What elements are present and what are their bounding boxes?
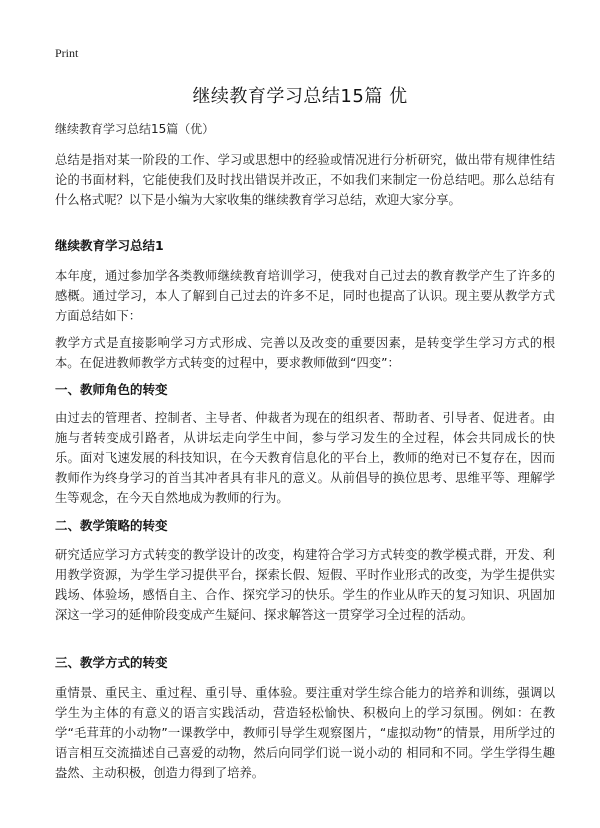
subheading-teaching-method: 三、教学方式的转变: [55, 655, 168, 670]
intro-paragraph: 总结是指对某一阶段的工作、学习或思想中的经验或情况进行分析研究，做出带有规律性结论的书面材料，它能使我们及时找出错误并改正，不如我们来制定一份总结吧。那么总结有什么格式呢？以下是小编为大家收集的继续教育学习总结，欢迎大家分享。: [55, 153, 555, 207]
paragraph-teacher-role: 由过去的管理者、控制者、主导者、仲裁者为现在的组织者、帮助者、引导者、促进者。由施与者转变成引路者，从讲坛走向学生中间，参与学习发生的全过程，体会共同成长的快乐。面对飞速发展的科技知识，在今天教育信息化的平台上，教师的绝对已不复存在，因而教师作为终身学习的首当其冲者具有非凡的意义。从前倡导的换位思考、思维平等、理解学生等观念，在今天自然地成为教师的行为。: [55, 411, 555, 505]
paragraph-teaching-method: 重情景、重民主、重过程、重引导、重体验。要注重对学生综合能力的培养和训练，强调以学生为主体的有意义的语言实践活动，营造轻松愉快、积极向上的学习氛围。例如：在教学“毛茸茸的小动物”一课教学中，教师引导学生观察图片，“虚拟动物”的情景，用所学过的语言相互交流描述自己喜爱的动物，然后向同学们说一说小动的 相同和不同。学生学得生趣盎然、主动积极，创造力得到了培养。: [55, 686, 555, 780]
subheading-teaching-strategy: 二、教学策略的转变: [55, 518, 168, 533]
document-title: 继续教育学习总结15篇 优: [192, 86, 408, 107]
paragraph-teaching-strategy: 研究适应学习方式转变的教学设计的改变，构建符合学习方式转变的教学模式群，开发、利用教学资源，为学生学习提供平台，探索长假、短假、平时作业形式的改变，为学生提供实践场、体验场，感悟自主、合作、探究学习的快乐。学生的作业从昨天的复习知识、巩固加深这一学习的延伸阶段变成产生疑问、探求解答这一贯穿学习全过程的活动。: [55, 548, 555, 622]
section1-paragraph-1: 本年度，通过参加学各类教师继续教育培训学习，使我对自己过去的教育教学产生了许多的感概。通过学习，本人了解到自己过去的许多不足，同时也提高了认识。现主要从教学方式方面总结如下：: [55, 269, 555, 323]
document-subtitle: 继续教育学习总结15篇（优）: [55, 122, 215, 136]
subheading-teacher-role: 一、教师角色的转变: [55, 382, 168, 397]
section-heading-1: 继续教育学习总结1: [55, 238, 164, 253]
section1-paragraph-2: 教学方式是直接影响学习方式形成、完善以及改变的重要因素，是转变学生学习方式的根本。在促进教师教学方式转变的过程中，要求教师做到“四变”：: [55, 336, 555, 370]
print-label: Print: [55, 46, 79, 60]
